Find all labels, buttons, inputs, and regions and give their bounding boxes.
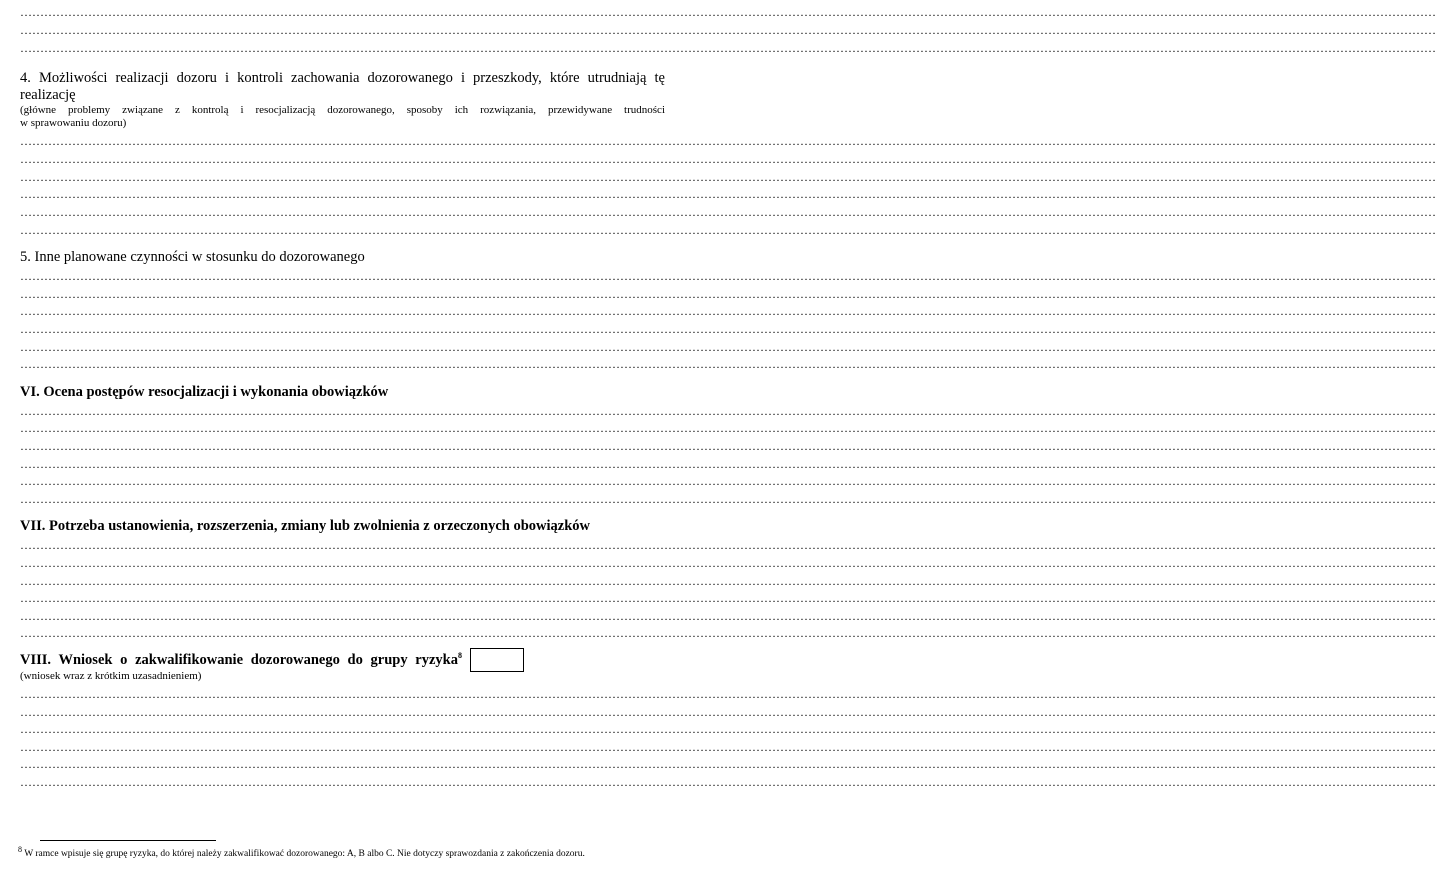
dotted-line: ………………………………………………………………………………………………………………………………………………………………………………………………………………………………………………………………………………………………………………………… — [20, 152, 1436, 166]
dotted-line: ………………………………………………………………………………………………………………………………………………………………………………………………………………………………………………………………………………………………………………………… — [20, 574, 1436, 588]
section-5-heading: 5. Inne planowane czynności w stosunku do dozorowanego — [20, 249, 365, 265]
footnote-number: 8 — [18, 844, 22, 854]
dotted-line: ………………………………………………………………………………………………………………………………………………………………………………………………………………………………………………………………………………………………………………………… — [20, 287, 1436, 301]
risk-group-box[interactable] — [470, 648, 524, 672]
dotted-line: ………………………………………………………………………………………………………………………………………………………………………………………………………………………………………………………………………………………………………………………… — [20, 340, 1436, 354]
dotted-line: ………………………………………………………………………………………………………………………………………………………………………………………………………………………………………………………………………………………………………………………… — [20, 187, 1436, 201]
dotted-line: ………………………………………………………………………………………………………………………………………………………………………………………………………………………………………………………………………………………………………………………… — [20, 474, 1436, 488]
dotted-line: ………………………………………………………………………………………………………………………………………………………………………………………………………………………………………………………………………………………………………………………… — [20, 775, 1436, 789]
dotted-line: ………………………………………………………………………………………………………………………………………………………………………………………………………………………………………………………………………………………………………………………… — [20, 134, 1436, 148]
section-4-note-cont: w sprawowaniu dozoru) — [20, 117, 127, 129]
dotted-line: ………………………………………………………………………………………………………………………………………………………………………………………………………………………………………………………………………………………………………………………… — [20, 304, 1436, 318]
dotted-line: ………………………………………………………………………………………………………………………………………………………………………………………………………………………………………………………………………………………………………………………… — [20, 609, 1436, 623]
section-4-heading: 4. Możliwości realizacji dozoru i kontroli zachowania dozorowanego i przeszkody, które utrudniają tę — [20, 70, 665, 86]
footnote-text: W ramce wpisuje się grupę ryzyka, do której należy zakwalifikować dozorowanego: A, B albo C. Nie dotyczy sprawozdania z zakończenia dozoru. — [22, 849, 585, 859]
section-8-note: (wniosek wraz z krótkim uzasadnieniem) — [20, 670, 202, 682]
dotted-line: ………………………………………………………………………………………………………………………………………………………………………………………………………………………………………………………………………………………………………………………… — [20, 740, 1436, 754]
dotted-line: ………………………………………………………………………………………………………………………………………………………………………………………………………………………………………………………………………………………………………………………… — [20, 5, 1436, 19]
dotted-line: ………………………………………………………………………………………………………………………………………………………………………………………………………………………………………………………………………………………………………………………… — [20, 170, 1436, 184]
dotted-line: ………………………………………………………………………………………………………………………………………………………………………………………………………………………………………………………………………………………………………………………… — [20, 205, 1436, 219]
dotted-line: ………………………………………………………………………………………………………………………………………………………………………………………………………………………………………………………………………………………………………………………… — [20, 23, 1436, 37]
dotted-line: ………………………………………………………………………………………………………………………………………………………………………………………………………………………………………………………………………………………………………………………… — [20, 556, 1436, 570]
footnote — [18, 844, 668, 860]
footnote-mark: 8 — [458, 651, 462, 661]
dotted-line: ………………………………………………………………………………………………………………………………………………………………………………………………………………………………………………………………………………………………………………………… — [20, 687, 1436, 701]
dotted-line: ………………………………………………………………………………………………………………………………………………………………………………………………………………………………………………………………………………………………………………………… — [20, 439, 1436, 453]
dotted-line: ………………………………………………………………………………………………………………………………………………………………………………………………………………………………………………………………………………………………………………………… — [20, 269, 1436, 283]
footnote-divider — [40, 840, 216, 841]
dotted-line: ………………………………………………………………………………………………………………………………………………………………………………………………………………………………………………………………………………………………………………………… — [20, 357, 1436, 371]
section-8-heading-text: VIII. Wniosek o zakwalifikowanie dozorowanego do grupy ryzyka — [20, 652, 458, 668]
section-8-heading — [20, 652, 462, 669]
dotted-line: ………………………………………………………………………………………………………………………………………………………………………………………………………………………………………………………………………………………………………………………… — [20, 757, 1436, 771]
dotted-line: ………………………………………………………………………………………………………………………………………………………………………………………………………………………………………………………………………………………………………………………… — [20, 705, 1436, 719]
dotted-line: ………………………………………………………………………………………………………………………………………………………………………………………………………………………………………………………………………………………………………………………… — [20, 538, 1436, 552]
dotted-line: ………………………………………………………………………………………………………………………………………………………………………………………………………………………………………………………………………………………………………………………… — [20, 492, 1436, 506]
section-4-heading-cont: realizację — [20, 87, 76, 103]
dotted-line: ………………………………………………………………………………………………………………………………………………………………………………………………………………………………………………………………………………………………………………………… — [20, 591, 1436, 605]
dotted-line: ………………………………………………………………………………………………………………………………………………………………………………………………………………………………………………………………………………………………………………………… — [20, 404, 1436, 418]
dotted-line: ………………………………………………………………………………………………………………………………………………………………………………………………………………………………………………………………………………………………………………………… — [20, 722, 1436, 736]
section-4-note: (główne problemy związane z kontrolą i resocjalizacją dozorowanego, sposoby ich rozwiązania, przewidywane trudności — [20, 104, 665, 116]
dotted-line: ………………………………………………………………………………………………………………………………………………………………………………………………………………………………………………………………………………………………………………………… — [20, 457, 1436, 471]
dotted-line: ………………………………………………………………………………………………………………………………………………………………………………………………………………………………………………………………………………………………………………………… — [20, 322, 1436, 336]
section-6-heading: VI. Ocena postępów resocjalizacji i wykonania obowiązków — [20, 384, 389, 400]
dotted-line: ………………………………………………………………………………………………………………………………………………………………………………………………………………………………………………………………………………………………………………………… — [20, 626, 1436, 640]
dotted-line: ………………………………………………………………………………………………………………………………………………………………………………………………………………………………………………………………………………………………………………………… — [20, 223, 1436, 237]
section-7-heading: VII. Potrzeba ustanowienia, rozszerzenia, zmiany lub zwolnienia z orzeczonych obowiązków — [20, 518, 591, 534]
dotted-line: ………………………………………………………………………………………………………………………………………………………………………………………………………………………………………………………………………………………………………………………… — [20, 41, 1436, 55]
dotted-line: ………………………………………………………………………………………………………………………………………………………………………………………………………………………………………………………………………………………………………………………… — [20, 421, 1436, 435]
